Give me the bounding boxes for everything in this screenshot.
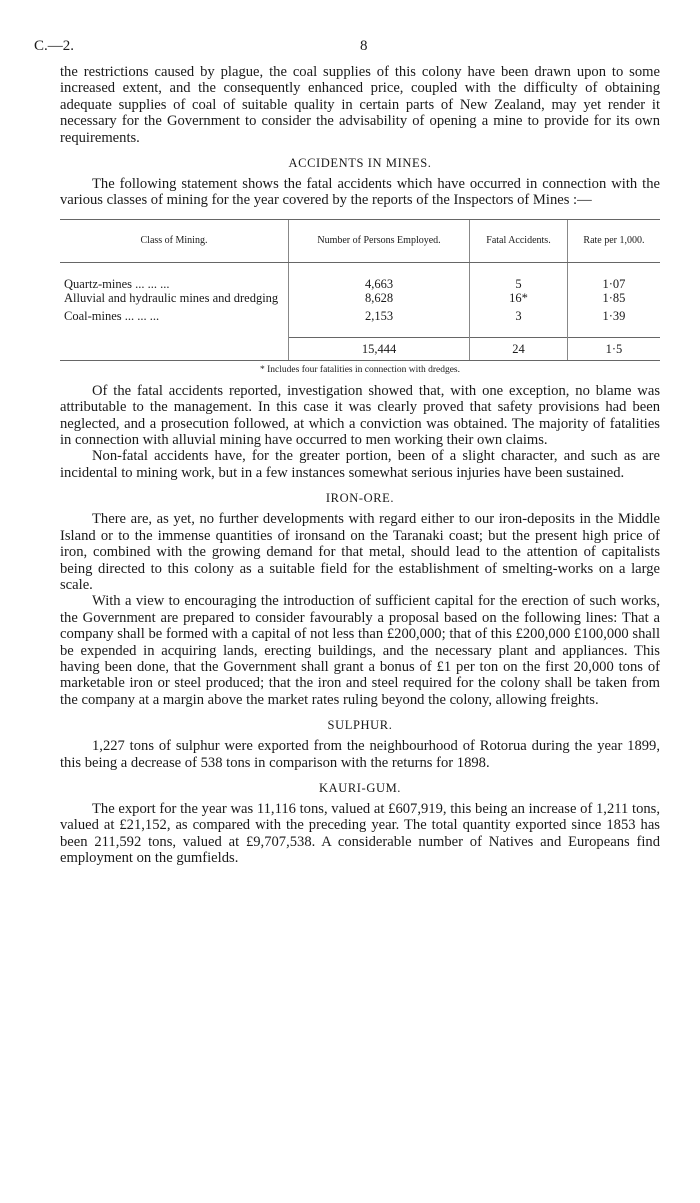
heading-kauri-gum: KAURI-GUM. (318, 780, 402, 795)
row-class: Quartz-mines ... ... ... (64, 276, 170, 291)
table-row (60, 277, 660, 291)
row-employed: 4,663 (289, 277, 470, 291)
row-employed: 8,628 (289, 291, 470, 305)
table-total-row (60, 337, 660, 360)
paragraph-sulphur: 1,227 tons of sulphur were exported from the neighbourhood of Rotorua during the year 1899, this being a decrease of 538 tons in comparison with the returns for 1898. (60, 738, 660, 771)
row-fatal: 5 (470, 277, 568, 291)
col-header-employed: Number of Persons Employed. (289, 219, 470, 262)
row-fatal: 16* (470, 291, 568, 305)
paragraph-kauri-gum: The export for the year was 11,116 tons, valued at £607,919, this being an increase of 1,211 tons, valued at £21,152, as compared with the preceding year. The total quantity exported since 1853 has been 211,592 tons, valued at £9,707,538. A considerable number of Natives and Europeans find employment on the gumfields. (60, 800, 660, 867)
heading-sulphur: SULPHUR. (327, 718, 393, 733)
page-header (34, 38, 660, 62)
paragraph-non-fatal-accidents: Non-fatal accidents have, for the greater portion, been of a slight character, and such as are incidental to mining work, but in a few instances somewhat serious injuries have been sustained. (60, 448, 660, 481)
row-class: Alluvial and hydraulic mines and dredging (64, 290, 279, 305)
row-class: Coal-mines ... ... ... (64, 308, 160, 323)
heading-iron-ore: IRON-ORE. (325, 491, 395, 506)
document-reference: C.—2. (34, 38, 75, 54)
paragraph-iron-proposal: With a view to encouraging the introduction of sufficient capital for the erection of such works, the Government are prepared to consider favourably a proposal based on the following lines: That a company shall be formed with a capital of not less than £200,000; that of this £200,000 £100,000 shall be expended in acquiring lands, erecting buildings, and the necessary plant and appliances. This having been done, that the Government shall grant a bonus of £1 per ton on the first 20,000 tons of marketable iron or steel produced; that the iron and steel required for the colony shall be taken from the company at a margin above the market rates ruling beyond the colony, allowing freights. (60, 593, 660, 708)
accidents-table (60, 219, 660, 361)
paragraph-iron-deposits: There are, as yet, no further developments with regard either to our iron-deposits in the Middle Island or to the immense quantities of ironsand on the Taranaki coast; but the present high price of iron, combined with the growing demand for that metal, should lead to the attention of capitalists being directed to this colony as a suitable field for the establishment of smelting-works on a large scale. (60, 511, 660, 593)
total-employed: 15,444 (289, 337, 470, 360)
row-employed: 2,153 (289, 305, 470, 323)
paragraph-fatal-accidents: Of the fatal accidents reported, investigation showed that, with one exception, no blame was attributable to the management. In this case it was clearly proved that safety provisions had been neglected, and a prosecution followed, at which a conviction was obtained. The majority of fatalities in connection with alluvial mining have occurred to men working their own claims. (60, 382, 660, 449)
table-header-row (60, 219, 660, 262)
row-rate: 1·39 (567, 305, 660, 323)
col-header-rate: Rate per 1,000. (567, 219, 660, 262)
heading-accidents-in-mines: ACCIDENTS IN MINES. (288, 156, 432, 171)
table-row (60, 305, 660, 323)
row-rate: 1·07 (567, 277, 660, 291)
col-header-fatal: Fatal Accidents. (470, 219, 568, 262)
total-fatal: 24 (470, 337, 568, 360)
row-rate: 1·85 (567, 291, 660, 305)
paragraph-accidents-intro: The following statement shows the fatal accidents which have occurred in connection with the various classes of mining for the year covered by the reports of the Inspectors of Mines :— (60, 176, 660, 209)
paragraph-coal-supplies: the restrictions caused by plague, the coal supplies of this colony have been drawn upon to some increased extent, and the consequently enhanced price, coupled with the difficulty of obtaining adequate supplies of coal of suitable quality in certain parts of New Zealand, may yet render it necessary for the Government to consider the advisability of opening a mine to provide for its own requirements. (60, 64, 660, 146)
col-header-class: Class of Mining. (60, 219, 289, 262)
row-fatal: 3 (470, 305, 568, 323)
document-page (34, 38, 660, 867)
table-row (60, 291, 660, 305)
table-footnote: * Includes four fatalities in connection with dredges. (260, 364, 460, 375)
page-number: 8 (360, 38, 368, 54)
total-rate: 1·5 (567, 337, 660, 360)
